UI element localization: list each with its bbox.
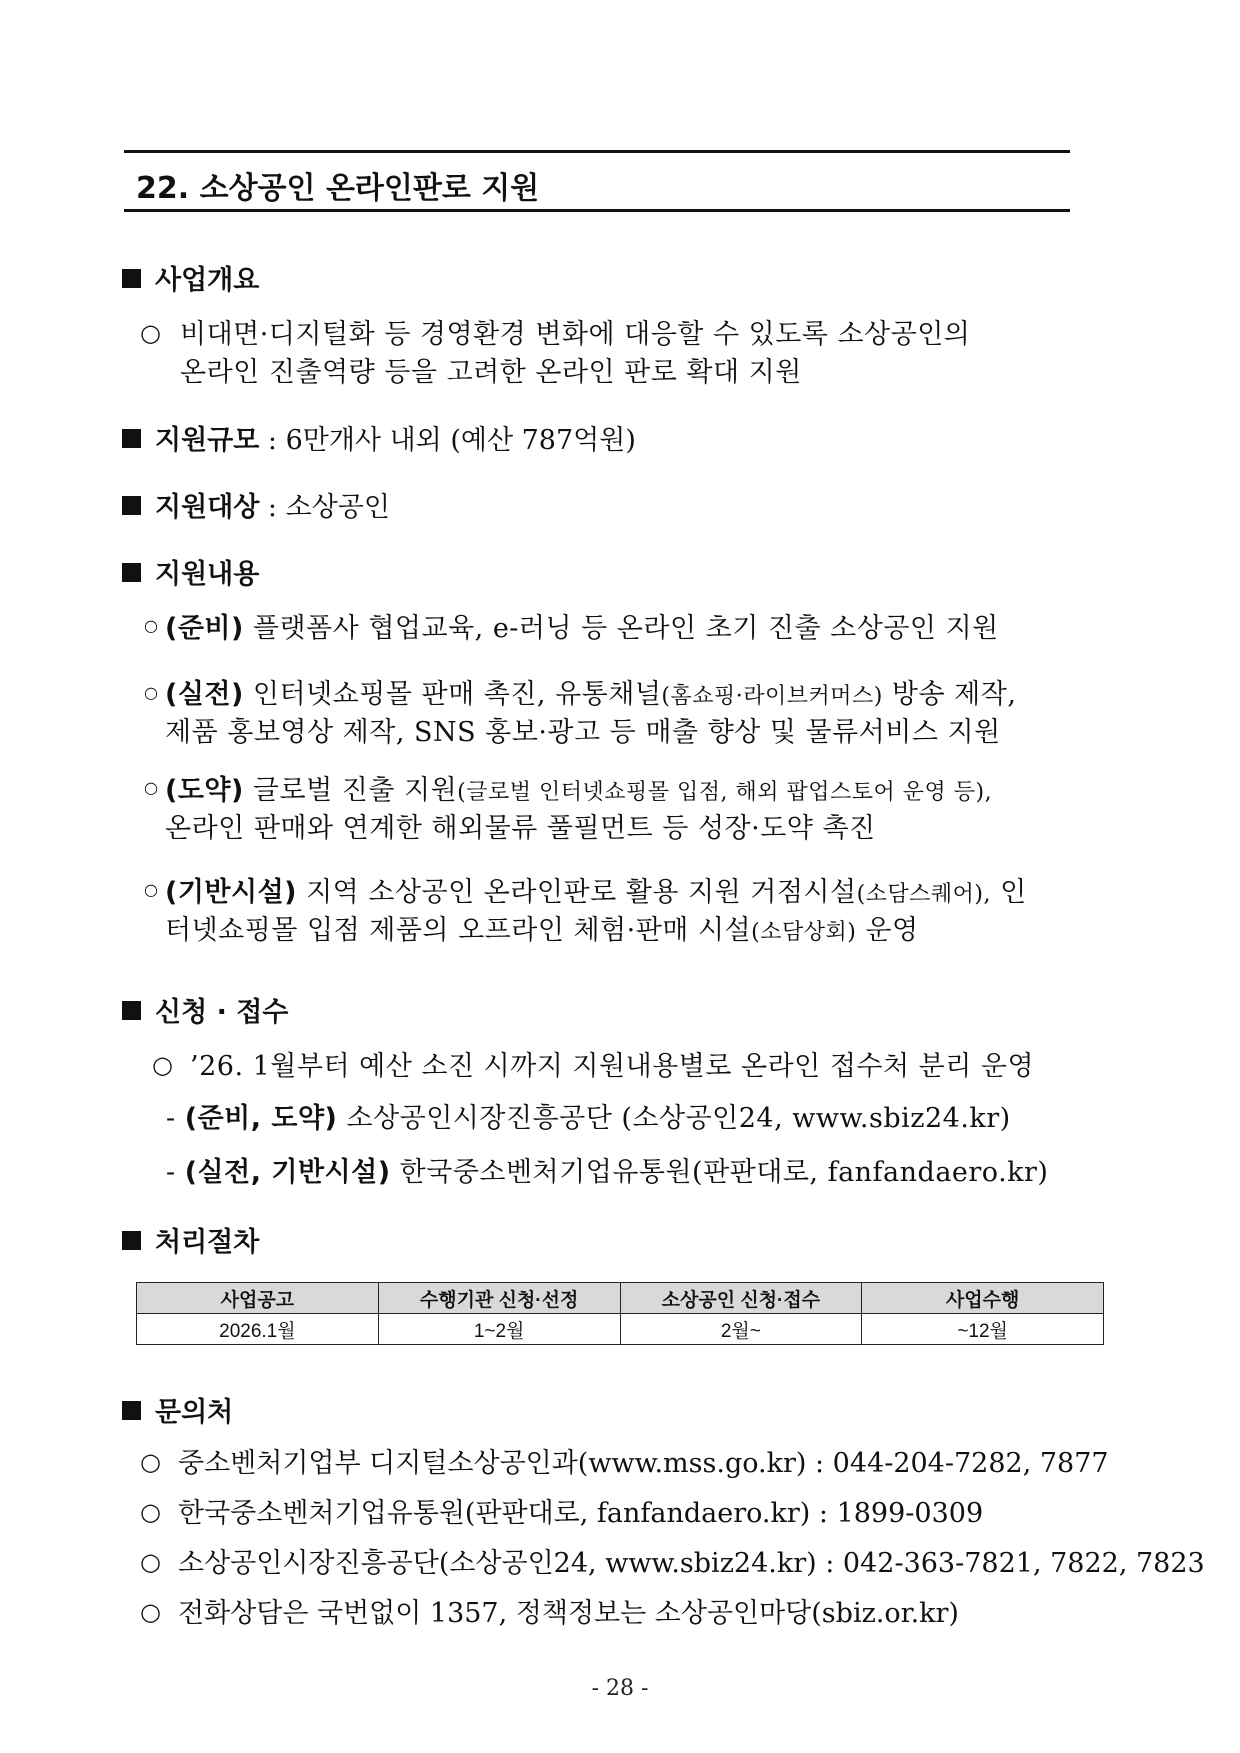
content-item-practice-line-2: 제품 홍보영상 제작, SNS 홍보·광고 등 매출 향상 및 물류서비스 지원 [165, 717, 1001, 748]
contact-line-2: 한국중소벤처기업유통원(판판대로, fanfandaero.kr) : 1899-0309 [178, 1498, 984, 1529]
content-item-practice-line-1 [165, 672, 1016, 711]
section-header: 처리절차 [155, 1227, 260, 1258]
small-circle-bullet-icon: ○ [144, 778, 158, 797]
content-item-prep [165, 606, 999, 645]
square-bullet-icon [122, 1001, 141, 1020]
content-item-leap-line-2: 온라인 판매와 연계한 해외물류 풀필먼트 등 성장·도약 촉진 [165, 813, 876, 844]
section-procedure [122, 1220, 259, 1259]
content-item-text: 인터넷쇼핑몰 판매 촉진, 유통채널 [243, 679, 662, 710]
title-box [124, 150, 1070, 212]
table-cell: 2026.1월 [137, 1314, 379, 1345]
circle-bullet-icon: ○ [152, 1051, 173, 1079]
content-item-text: 방송 제작, [882, 679, 1017, 710]
section-overview [122, 258, 259, 297]
content-item-text: 터넷쇼핑몰 입점 제품의 오프라인 체험·판매 시설 [165, 915, 752, 946]
section-header: 지원규모 [155, 425, 260, 456]
overview-line-1: 비대면·디지털화 등 경영환경 변화에 대응할 수 있도록 소상공인의 [180, 319, 971, 350]
apply-line-2 [166, 1096, 1011, 1135]
procedure-table [136, 1282, 1104, 1345]
content-item-note: (글로벌 인터넷쇼핑몰 입점, 해외 팝업스토어 운영 등), [457, 780, 993, 805]
content-item-infra-line-1 [165, 870, 1027, 909]
circle-bullet-icon: ○ [140, 1498, 161, 1526]
section-header: 신청 · 접수 [155, 997, 289, 1028]
small-circle-bullet-icon: ○ [144, 616, 158, 635]
table-header-row [137, 1283, 1104, 1314]
content-item-infra-line-2 [165, 908, 919, 947]
dash-bullet: - [166, 1103, 176, 1134]
section-scale [122, 418, 636, 457]
apply-line-1: ’26. 1월부터 예산 소진 시까지 지원내용별로 온라인 접수처 분리 운영 [190, 1051, 1035, 1082]
section-contact [122, 1390, 233, 1429]
circle-bullet-icon: ○ [140, 1548, 161, 1576]
content-item-label: (실전) [165, 679, 244, 710]
apply-text: 소상공인시장진흥공단 (소상공인24, www.sbiz24.kr) [337, 1103, 1011, 1134]
contact-line-1: 중소벤처기업부 디지털소상공인과(www.mss.go.kr) : 044-204-7282, 7877 [178, 1448, 1109, 1479]
square-bullet-icon [122, 563, 141, 582]
square-bullet-icon [122, 269, 141, 288]
table-cell: 1~2월 [378, 1314, 620, 1345]
section-apply [122, 990, 288, 1029]
content-item-text: 글로벌 진출 지원 [243, 775, 458, 806]
content-item-text: 지역 소상공인 온라인판로 활용 지원 거점시설 [297, 877, 857, 908]
section-content [122, 552, 259, 591]
circle-bullet-icon: ○ [140, 1448, 161, 1476]
square-bullet-icon [122, 1401, 141, 1420]
small-circle-bullet-icon: ○ [144, 683, 158, 702]
scale-value: : 6만개사 내외 (예산 787억원) [259, 425, 636, 456]
content-item-text: 인 [991, 877, 1027, 908]
table-cell: 2월~ [620, 1314, 862, 1345]
table-row [137, 1314, 1104, 1345]
contact-line-4: 전화상담은 국번없이 1357, 정책정보는 소상공인마당(sbiz.or.kr) [178, 1598, 959, 1629]
section-header: 지원대상 [155, 492, 260, 523]
circle-bullet-icon: ○ [140, 319, 161, 347]
section-target [122, 485, 390, 524]
apply-line-3 [166, 1150, 1048, 1189]
section-header: 문의처 [155, 1397, 234, 1428]
target-value: : 소상공인 [259, 492, 390, 523]
content-item-leap-line-1 [165, 768, 992, 807]
square-bullet-icon [122, 429, 141, 448]
page-title: 22. 소상공인 온라인판로 지원 [136, 171, 540, 206]
apply-label: (실전, 기반시설) [184, 1157, 391, 1188]
table-header-cell: 소상공인 신청·접수 [620, 1283, 862, 1314]
table-header-cell: 수행기관 신청·선정 [378, 1283, 620, 1314]
section-header: 사업개요 [155, 265, 260, 296]
content-item-text: 플랫폼사 협업교육, e-러닝 등 온라인 초기 진출 소상공인 지원 [243, 613, 999, 644]
content-item-label: (준비) [165, 613, 244, 644]
content-item-label: (도약) [165, 775, 244, 806]
content-item-label: (기반시설) [165, 877, 298, 908]
content-item-note: (홈쇼핑·라이브커머스) [661, 684, 883, 709]
contact-line-3: 소상공인시장진흥공단(소상공인24, www.sbiz24.kr) : 042-363-7821, 7822, 7823 [178, 1548, 1205, 1579]
overview-line-2: 온라인 진출역량 등을 고려한 온라인 판로 확대 지원 [180, 357, 802, 388]
square-bullet-icon [122, 1231, 141, 1250]
apply-label: (준비, 도약) [184, 1103, 338, 1134]
table-header-cell: 사업수행 [862, 1283, 1104, 1314]
content-item-text: 운영 [856, 915, 919, 946]
section-header: 지원내용 [155, 559, 260, 590]
small-circle-bullet-icon: ○ [144, 880, 158, 899]
square-bullet-icon [122, 496, 141, 515]
page-number: - 28 - [591, 1676, 649, 1701]
table-header-cell: 사업공고 [137, 1283, 379, 1314]
apply-text: 한국중소벤처기업유통원(판판대로, fanfandaero.kr) [390, 1157, 1049, 1188]
content-item-note: (소담스퀘어), [856, 882, 991, 907]
content-item-note: (소담상회) [751, 920, 857, 945]
table-cell: ~12월 [862, 1314, 1104, 1345]
dash-bullet: - [166, 1157, 176, 1188]
circle-bullet-icon: ○ [140, 1598, 161, 1626]
